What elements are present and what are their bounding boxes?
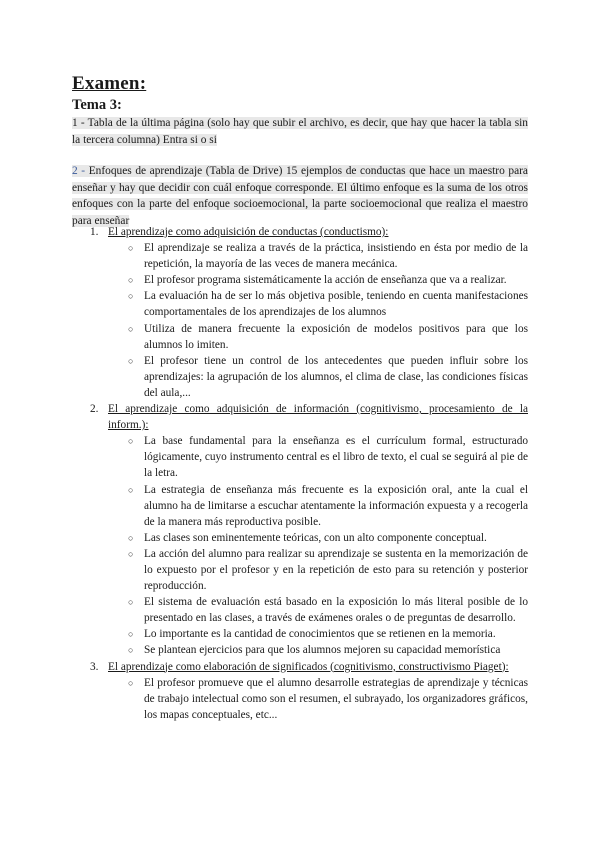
list-item-text: El profesor programa sistemáticamente la acción de enseñanza que va a realizar. — [144, 274, 507, 287]
task-item-1-number: 1 - — [72, 117, 85, 129]
approach-number: 1. — [90, 226, 99, 238]
list-item-text: El profesor promueve que el alumno desarrolle estrategias de aprendizaje y técnicas de trabajo intelectual como son el resumen, el subrayado, los organizadores gráficos, los mapas conceptuales, etc... — [144, 676, 528, 721]
list-item — [108, 530, 528, 546]
approach-section — [72, 224, 528, 401]
approach-heading: El aprendizaje como adquisición de conductas (conductismo): — [108, 226, 389, 238]
list-item-text: Utiliza de manera frecuente la exposición de modelos positivos para que los alumnos lo imiten. — [144, 322, 528, 351]
approach-number: 3. — [90, 660, 99, 673]
bullet-icon: ○ — [128, 275, 134, 286]
list-item-text: La acción del alumno para realizar su aprendizaje se sustenta en la memorización de lo expuesto por el profesor y en la repetición de esto para su retención y posterior reproducción. — [144, 547, 528, 593]
task-item-1 — [72, 115, 528, 148]
list-item — [108, 240, 528, 272]
bullet-icon: ○ — [128, 677, 134, 688]
approach-section — [72, 401, 528, 659]
bullet-icon: ○ — [128, 629, 134, 640]
list-item-text: Las clases son eminentemente teóricas, con un alto componente conceptual. — [144, 531, 487, 544]
list-item-text: Lo importante es la cantidad de conocimientos que se retienen en la memoria. — [144, 628, 496, 641]
list-item — [108, 642, 528, 658]
bullet-icon: ○ — [128, 645, 134, 656]
task-item-2-number: 2 - — [72, 165, 86, 177]
bullet-icon: ○ — [128, 597, 134, 608]
approach-bullets — [108, 675, 528, 723]
approach-heading: El aprendizaje como elaboración de significados (cognitivismo, constructivismo Piaget): — [108, 660, 509, 673]
list-item — [108, 353, 528, 401]
bullet-icon: ○ — [128, 548, 134, 559]
list-item — [108, 321, 528, 353]
approach-number: 2. — [90, 403, 99, 416]
list-item — [108, 482, 528, 530]
bullet-icon: ○ — [128, 291, 134, 302]
approach-section — [72, 659, 528, 723]
approach-bullets — [108, 240, 528, 401]
list-item — [108, 546, 528, 594]
list-item — [108, 288, 528, 320]
list-item-text: La evaluación ha de ser lo más objetiva posible, teniendo en cuenta manifestaciones comportamentales de los aprendizajes de los alumnos — [144, 290, 528, 319]
task-item-1-highlight — [72, 117, 528, 146]
list-item — [108, 594, 528, 626]
list-item-text: Se plantean ejercicios para que los alumnos mejoren su capacidad memorística — [144, 644, 501, 657]
bullet-icon: ○ — [128, 355, 134, 366]
task-item-1-text: Tabla de la última página (solo hay que subir el archivo, es decir, que hay que hacer la tabla sin la tercera columna) Entra si o si — [72, 117, 528, 146]
bullet-icon: ○ — [128, 436, 134, 447]
approach-heading: El aprendizaje como adquisición de información (cognitivismo, procesamiento de la inform.): — [108, 403, 528, 432]
bullet-icon: ○ — [128, 532, 134, 543]
list-item-text: La base fundamental para la enseñanza es el currículum formal, estructurado lógicamente, cuyo instrumento central es el libro de texto, el cual se seguirá al pie de la letra. — [144, 435, 528, 480]
list-item-text: El aprendizaje se realiza a través de la práctica, insistiendo en ésta por medio de la repetición, la mayoría de las veces de manera mecánica. — [144, 242, 528, 271]
task-item-2-highlight — [72, 165, 528, 227]
list-item-text: El sistema de evaluación está basado en la exposición lo más literal posible de lo presentado en las clases, a través de exámenes orales o de preguntas de desarrollo. — [144, 596, 528, 625]
bullet-icon: ○ — [128, 323, 134, 334]
task-item-2-text: Enfoques de aprendizaje (Tabla de Drive) 15 ejemplos de conductas que hace un maestro para enseñar y hay que decidir con cuál enfoque corresponde. El último enfoque es la suma de los otros enfoques con la parte del enfoque socioemocional, la parte socioemocional que realiza el maestro para enseñar — [72, 165, 528, 227]
list-item-text: La estrategia de enseñanza más frecuente es la exposición oral, ante la cual el alumno ha de limitarse a escuchar atentamente la información expuesta y a recogerla de la manera más reproductiva posible. — [144, 483, 528, 528]
list-item — [108, 675, 528, 723]
list-item — [108, 433, 528, 481]
list-item — [108, 626, 528, 642]
page-title: Examen: — [72, 73, 147, 94]
bullet-icon: ○ — [128, 484, 134, 495]
list-item-text: El profesor tiene un control de los antecedentes que pueden influir sobre los aprendizajes: la agrupación de los alumnos, el clima de clase, las condiciones físicas del aula,... — [144, 354, 528, 399]
bullet-icon: ○ — [128, 243, 134, 254]
approach-bullets — [108, 433, 528, 658]
approaches-list — [72, 224, 528, 723]
list-item — [108, 272, 528, 288]
task-item-2 — [72, 163, 528, 229]
section-subtitle: Tema 3: — [72, 97, 122, 113]
